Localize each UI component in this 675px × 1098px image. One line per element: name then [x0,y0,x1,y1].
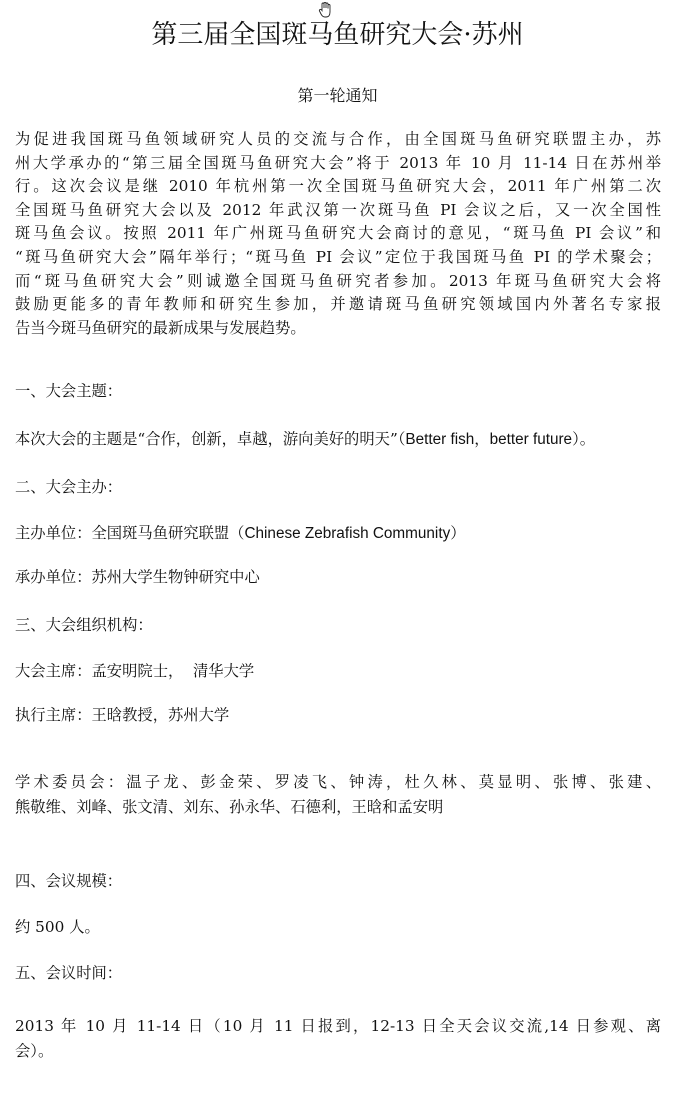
intro-line: 鼓励更能多的青年教师和研究生参加，并邀请斑马鱼研究领域国内外著名专家报 [15,295,661,314]
organizer-line [15,522,661,545]
executive-chair-label: 执行主席： [15,706,92,724]
intro-line: 全国斑马鱼研究大会以及 2012 年武汉第一次斑马鱼 PI 会议之后，又一次全国性 [15,200,661,219]
organizer-name: 全国斑马鱼研究联盟（ [91,524,245,542]
hand-cursor-icon [318,2,332,18]
intro-line: 州大学承办的“第三届全国斑马鱼研究大会”将于 2013 年 10 月 11-14 日在苏州举 [15,153,661,172]
organizer-label: 主办单位： [15,524,92,542]
time-line: 会）。 [15,1042,54,1060]
intro-paragraph [15,128,661,340]
executive-chair-line [15,704,661,727]
intro-line: 告当今斑马鱼研究的最新成果与发展趋势。 [15,318,306,337]
theme-text-chinese: 本次大会的主题是“合作，创新，卓越，游向美好的明天”（ [15,430,406,448]
committee-line: 学术委员会：温子龙、彭金荣、罗凌飞、钟涛，杜久林、莫显明、张博、张建、 [15,773,661,791]
document-subtitle: 第一轮通知 [297,86,378,105]
time-heading: 五、会议时间： [15,964,123,982]
organization-heading: 三、大会组织机构： [15,616,153,634]
chair-line [15,660,661,683]
intro-line: 行。这次会议是继 2010 年杭州第一次全国斑马鱼研究大会，2011 年广州第二次 [15,177,661,196]
committee-line: 熊敬维、刘峰、张文清、刘东、孙永华、石德利，王晗和孟安明 [15,798,444,816]
document-title: 第三届全国斑马鱼研究大会·苏州 [151,20,524,50]
chair-label: 大会主席： [15,662,92,680]
executive-chair-name: 王晗教授，苏州大学 [91,706,230,724]
undertaker-label: 承办单位： [15,568,92,586]
host-heading: 二、大会主办： [15,478,123,496]
theme-heading: 一、大会主题： [15,382,123,400]
intro-line: 而“斑马鱼研究大会”则诚邀全国斑马鱼研究者参加。2013 年斑马鱼研究大会将 [15,271,661,290]
theme-text-english: Better fish，better future [405,431,573,448]
intro-line: 为促进我国斑马鱼领域研究人员的交流与合作，由全国斑马鱼研究联盟主办，苏 [15,130,661,148]
undertaker-name: 苏州大学生物钟研究中心 [91,568,260,586]
time-line: 2013 年 10 月 11-14 日（10 月 11 日报到，12-13 日全天会议交流,14 日参观、离 [15,1017,661,1035]
intro-line: “斑马鱼研究大会”隔年举行；“斑马鱼 PI 会议”定位于我国斑马鱼 PI 的学术聚会； [15,247,661,266]
organizer-close: ） [450,524,466,542]
time-paragraph [15,1014,661,1064]
scale-text: 约 500 人。 [15,918,100,936]
chair-name: 孟安明院士， 清华大学 [91,662,255,680]
undertaker-line [15,566,661,589]
theme-text-suffix: ）。 [572,430,596,448]
theme-text [15,428,661,451]
intro-line: 斑马鱼会议。按照 2011 年广州斑马鱼研究大会商讨的意见，“斑马鱼 PI 会议”和 [15,224,661,243]
committee-paragraph [15,770,661,820]
organizer-english-name: Chinese Zebrafish Community [244,525,451,542]
scale-heading: 四、会议规模： [15,872,123,890]
